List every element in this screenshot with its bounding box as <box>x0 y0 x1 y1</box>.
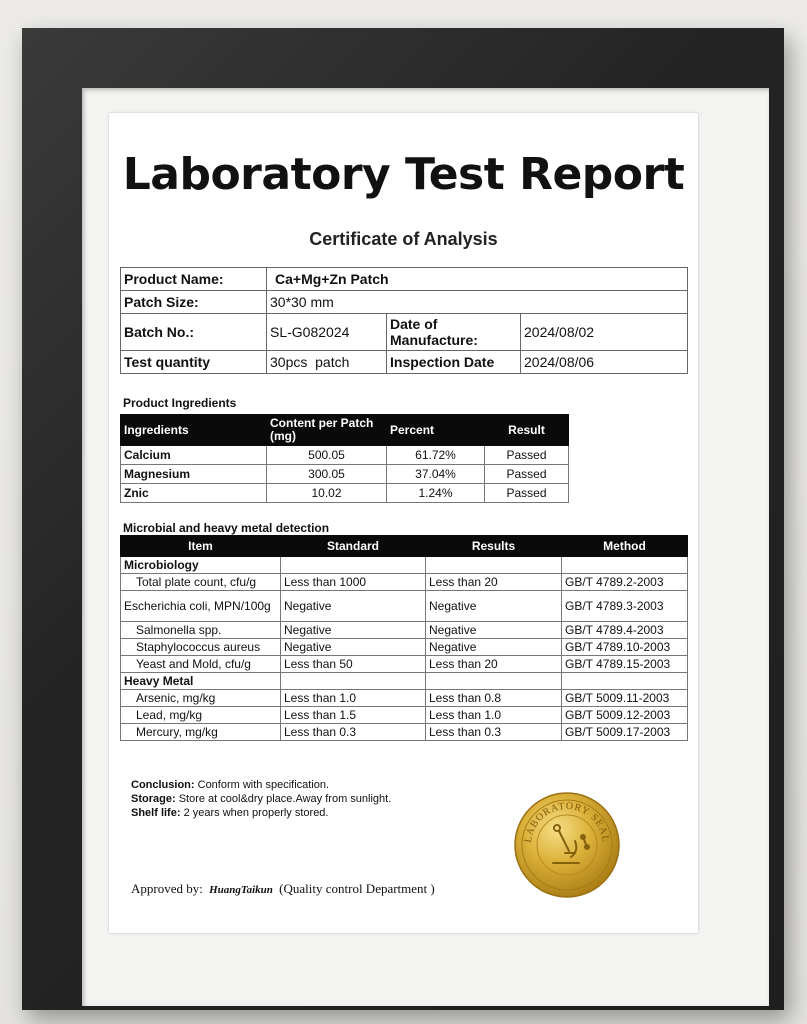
col-header-percent: Percent <box>387 415 485 446</box>
heavy-metal-group-label: Heavy Metal <box>121 673 281 690</box>
table-row <box>121 591 688 622</box>
info-row <box>121 314 688 351</box>
detection-method: GB/T 5009.12-2003 <box>562 707 688 724</box>
empty-cell <box>281 673 426 690</box>
detection-method: GB/T 5009.17-2003 <box>562 724 688 741</box>
detection-item: Arsenic, mg/kg <box>121 690 281 707</box>
col-header-method: Method <box>562 536 688 557</box>
detection-item: Mercury, mg/kg <box>121 724 281 741</box>
storage-line <box>131 792 391 806</box>
table-row <box>121 484 569 503</box>
info-row <box>121 351 688 374</box>
approver-department: (Quality control Department ) <box>279 881 435 896</box>
detection-section-title: Microbial and heavy metal detection <box>123 521 330 535</box>
product-info-table <box>120 267 688 374</box>
ingredient-name: Znic <box>121 484 267 503</box>
detection-standard: Less than 1.0 <box>281 690 426 707</box>
storage-label: Storage: <box>131 793 176 805</box>
batch-label: Batch No.: <box>121 314 267 351</box>
detection-item: Yeast and Mold, cfu/g <box>121 656 281 673</box>
detection-standard: Less than 0.3 <box>281 724 426 741</box>
shelf-life-label: Shelf life: <box>131 807 181 819</box>
detection-standard: Negative <box>281 622 426 639</box>
detection-method: GB/T 4789.2-2003 <box>562 574 688 591</box>
conclusion-text: Conform with specification. <box>197 779 330 791</box>
report-sheet <box>109 113 698 933</box>
detection-result: Less than 1.0 <box>426 707 562 724</box>
batch-value: SL-G082024 <box>267 314 387 351</box>
ingredient-percent: 37.04% <box>387 465 485 484</box>
col-header-results: Results <box>426 536 562 557</box>
conclusion-label: Conclusion: <box>131 779 195 791</box>
table-row <box>121 639 688 656</box>
group-row <box>121 557 688 574</box>
detection-item: Staphylococcus aureus <box>121 639 281 656</box>
report-notes <box>131 778 391 820</box>
inspection-date-label: Inspection Date <box>387 351 521 374</box>
report-title: Laboratory Test Report <box>122 149 685 200</box>
detection-method: GB/T 4789.4-2003 <box>562 622 688 639</box>
test-quantity-label: Test quantity <box>121 351 267 374</box>
ingredient-content: 300.05 <box>267 465 387 484</box>
detection-standard: Negative <box>281 639 426 656</box>
detection-item: Lead, mg/kg <box>121 707 281 724</box>
table-row <box>121 690 688 707</box>
detection-result: Negative <box>426 591 562 622</box>
ingredient-name: Calcium <box>121 446 267 465</box>
table-row <box>121 656 688 673</box>
detection-result: Negative <box>426 622 562 639</box>
ingredient-percent: 1.24% <box>387 484 485 503</box>
empty-cell <box>426 673 562 690</box>
empty-cell <box>562 557 688 574</box>
product-name-value: Ca+Mg+Zn Patch <box>267 268 688 291</box>
detection-standard: Less than 50 <box>281 656 426 673</box>
approver-signature: HuangTaikun <box>209 884 273 896</box>
conclusion-line <box>131 778 391 792</box>
detection-method: GB/T 4789.10-2003 <box>562 639 688 656</box>
detection-standard: Less than 1.5 <box>281 707 426 724</box>
ingredient-percent: 61.72% <box>387 446 485 465</box>
ingredient-content: 10.02 <box>267 484 387 503</box>
product-name-label: Product Name: <box>121 268 267 291</box>
detection-item: Salmonella spp. <box>121 622 281 639</box>
report-subtitle: Certificate of Analysis <box>309 229 498 249</box>
detection-result: Less than 0.8 <box>426 690 562 707</box>
approved-by-label: Approved by: <box>131 881 203 896</box>
col-header-content: Content per Patch (mg) <box>267 415 387 446</box>
ingredient-result: Passed <box>485 446 569 465</box>
info-row <box>121 268 688 291</box>
patch-size-value: 30*30 mm <box>267 291 688 314</box>
empty-cell <box>562 673 688 690</box>
table-row <box>121 446 569 465</box>
table-row <box>121 707 688 724</box>
mfg-date-label: Date of Manufacture: <box>387 314 521 351</box>
col-header-standard: Standard <box>281 536 426 557</box>
ingredient-content: 500.05 <box>267 446 387 465</box>
microbiology-group-label: Microbiology <box>121 557 281 574</box>
group-row <box>121 673 688 690</box>
mfg-date-value: 2024/08/02 <box>521 314 688 351</box>
col-header-item: Item <box>121 536 281 557</box>
detection-method: GB/T 4789.15-2003 <box>562 656 688 673</box>
detection-standard: Negative <box>281 591 426 622</box>
ingredients-section-title: Product Ingredients <box>123 396 237 410</box>
ingredient-result: Passed <box>485 465 569 484</box>
test-quantity-value: 30pcs patch <box>267 351 387 374</box>
col-header-ingredients: Ingredients <box>121 415 267 446</box>
laboratory-seal <box>513 791 621 899</box>
table-row <box>121 574 688 591</box>
col-header-result: Result <box>485 415 569 446</box>
detection-result: Negative <box>426 639 562 656</box>
inspection-date-value: 2024/08/06 <box>521 351 688 374</box>
detection-result: Less than 20 <box>426 656 562 673</box>
table-row <box>121 724 688 741</box>
ingredient-name: Magnesium <box>121 465 267 484</box>
storage-text: Store at cool&dry place.Away from sunlight. <box>178 793 392 805</box>
table-row <box>121 465 569 484</box>
detection-table <box>120 535 688 741</box>
info-row <box>121 291 688 314</box>
ingredient-result: Passed <box>485 484 569 503</box>
shelf-life-line <box>131 806 391 820</box>
detection-item: Escherichia coli, MPN/100g <box>121 591 281 622</box>
approval-line <box>131 881 435 897</box>
detection-result: Less than 20 <box>426 574 562 591</box>
detection-header-row <box>121 536 688 557</box>
detection-standard: Less than 1000 <box>281 574 426 591</box>
detection-method: GB/T 4789.3-2003 <box>562 591 688 622</box>
seal-text: LABORATORY SEAL <box>522 800 612 844</box>
ingredients-header-row <box>121 415 569 446</box>
ingredients-table <box>120 414 569 503</box>
shelf-life-text: 2 years when properly stored. <box>183 807 329 819</box>
detection-result: Less than 0.3 <box>426 724 562 741</box>
table-row <box>121 622 688 639</box>
detection-method: GB/T 5009.11-2003 <box>562 690 688 707</box>
empty-cell <box>426 557 562 574</box>
detection-item: Total plate count, cfu/g <box>121 574 281 591</box>
patch-size-label: Patch Size: <box>121 291 267 314</box>
empty-cell <box>281 557 426 574</box>
